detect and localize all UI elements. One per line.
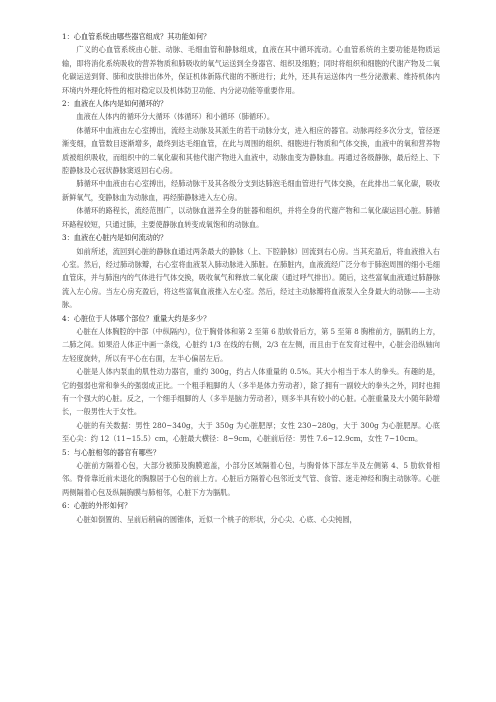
question-2-heading: 2：血液在人体内是如何循环的？ [62,99,168,109]
answer-5-paragraph: 心脏前方隔着心包，大部分被肺及胸膜遮盖，小部分区域隔着心包，与胸骨体下部左半及左侧第 4、5 肋软骨相邻。脊骨靠近前未退化的胸腺居于心包的前上方。心脏后方隔着心包邻近支气管、食管、迷走神经和胸主动脉等。心脏两侧隔着心包及纵隔胸膜与肺相邻，心脏下方为膈肌。 [62,461,440,497]
answer-2-paragraph-a: 血液在人体内的循环分大循环（体循环）和小循环（肺循环）。 [76,112,275,122]
answer-2-paragraph-b: 体循环中血液由左心室搏出，流经主动脉及其派生的若干动脉分支，进入相应的器官。动脉再经多次分支，管径逐渐变细，血管数目逐渐增多，最终到达毛细血管，在此与周围的组织、细胞进行物质和气体交换，血液中的氧和营养物质被组织吸收，而组织中的二氧化碳和其他代谢产物进入血液中，动脉血变为静脉血。再通过各级静脉，最后经上、下腔静脉及心冠状静脉窦返回右心房。 [62,125,440,176]
answer-4-paragraph-a: 心脏在人体胸腔的中部（中纵隔内），位于胸骨体和第 2 至第 6 肋软骨后方，第 5 至第 8 胸椎前方，膈肌的上方，二肺之间。如果沿人体正中画一条线，心脏约 1/3 在线的右侧，2/3 在左侧，而且由于在发育过程中，心脏会沿纵轴向左轻度旋转，所以有平心在右面，左半心偏居左后。 [62,326,440,363]
question-6-heading: 6：心脏的外形如何？ [62,501,132,511]
answer-1-paragraph: 广义的心血管系统由心脏、动脉、毛细血管和静脉组成，血液在其中循环流动。心血管系统的主要功能是物质运输，即将消化系统吸收的营养物质和肺吸收的氧气运送到全身器官、组织及细胞；同时将组织和细胞的代谢产物及二氧化碳运送到肾、肺和皮肤排出体外，保证机体新陈代谢的不断进行；此外，还具有运送体内一些分泌激素、维持机体内环境内外理化特性的相对稳定以及机体防卫功能、内分泌功能等重要作用。 [62,45,440,95]
question-5-heading: 5：与心脏相邻的器官有哪些？ [62,447,161,457]
answer-2-paragraph-d: 体循环的路程长，流经范围广，以动脉血滋养全身的脏器和组织，并将全身的代谢产物和二氧化碳运回心脏。肺循环路程较短，只通过肺，主要使静脉血转变成氧饱和的动脉血。 [62,206,440,229]
question-4-heading: 4：心脏位于人体哪个部位？重量大约是多少？ [62,313,211,323]
answer-2-paragraph-c: 肺循环中血液由右心室搏出，经肺动脉干及其各级分支到达肺泡毛细血管进行气体交换，在此排出二氧化碳，吸收新鲜氧气，变静脉血为动脉血，再经肺静脉进入左心房。 [62,179,440,202]
answer-4-paragraph-c: 心脏的有关数据：男性 280~340g，大于 350g 为心脏肥厚；女性 230~280g，大于 300g 为心脏肥厚。心底至心尖：约 12（11~15.5）cm，心脏最大横径：8~9cm，心脏前后径：男性 7.6~12.9cm，女性 7~10cm。 [62,420,440,444]
answer-6-paragraph: 心脏如倒置的、呈前后稍扁的圆锥体，近似一个桃子的形状，分心尖、心底、心尖钝圆， [76,514,357,524]
question-1-heading: 1：心血管系统由哪些器官组成？其功能如何？ [62,32,211,41]
answer-4-paragraph-b: 心脏是人体内泵血的肌性动力器官，重约 300g，约占人体重量的 0.5%。其大小相当于本人的拳头。有趣的是，它的强弱也常和拳头的强弱成正比。一个粗手粗脚的人（多半是体力劳动者），除了拥有一副较大的拳头之外，同时也拥有一个强大的心脏。反之，一个细手细脚的人（多半是脑力劳动者），则多半具有较小的心脏。心脏重量及大小随年龄增长，一般男性大于女性。 [62,367,440,417]
answer-3-paragraph: 如前所述，流回到心脏的静脉血通过两条最大的静脉（上、下腔静脉）回流到右心房。当其充盈后，将血液推入右心室。然后，经过肺动脉瓣，右心室将血液泵入肺动脉进入肺脏。在肺脏内，血液流经广泛分布于肺泡周围的细小毛细血管床，并与肺泡内的气体进行气体交换，吸收氧气和释放二氧化碳（通过呼气排出）。随后，这些富氧血液通过肺静脉流入左心房。当左心房充盈后，将这些富氧血液推入左心室。然后，经过主动脉瓣将血液泵入全身最大的动脉——主动脉。 [62,246,440,310]
question-3-heading: 3：血液在心脏内是如何流动的？ [62,233,168,243]
